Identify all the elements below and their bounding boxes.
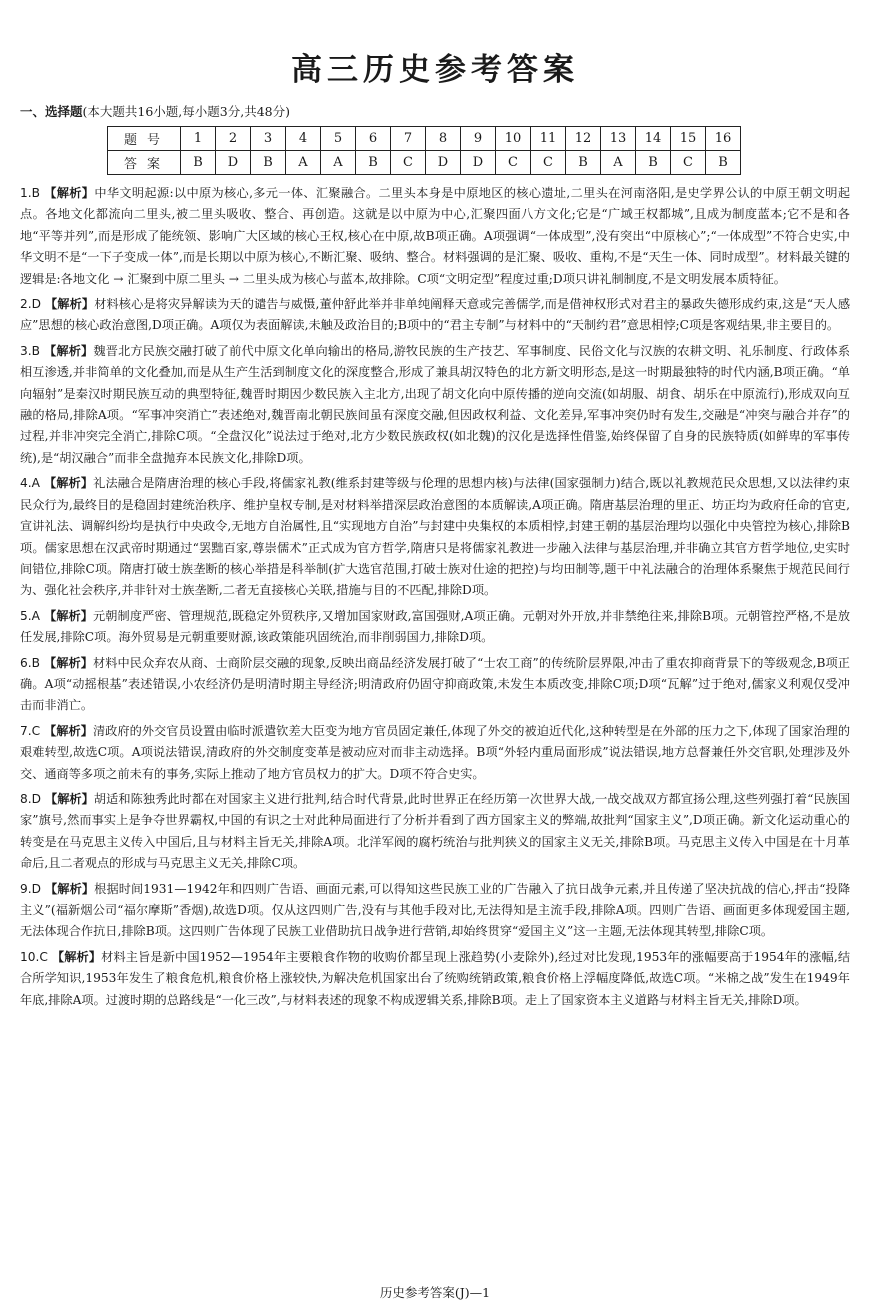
question-number-cell: 2 bbox=[216, 127, 251, 151]
question-number-cell: 7 bbox=[391, 127, 426, 151]
explanation-number: 4.A bbox=[20, 476, 40, 491]
question-number-cell: 4 bbox=[286, 127, 321, 151]
question-number-cell: 1 bbox=[181, 127, 216, 151]
question-number-cell: 12 bbox=[566, 127, 601, 151]
page-footer: 历史参考答案(J)—1 bbox=[379, 1285, 491, 1300]
explanation-text: 材料核心是将灾异解读为天的谴告与威慑,董仲舒此举并非单纯阐释天意或完善儒学,而是借神权形式对君主的暴政失德形成约束,这是“天人感应”思想的核心政治意图,D项正确。A项仅为表面解读,未触及政治目的;B项中的“君主专制”与材料中的“天制约君”意思相悖;C项是客观结果,非主要目的。 bbox=[20, 297, 851, 333]
explanation-item bbox=[20, 341, 850, 469]
answer-cell: C bbox=[671, 151, 706, 175]
answer-cell: C bbox=[391, 151, 426, 175]
explanation-item bbox=[20, 183, 850, 290]
explanation-item bbox=[20, 879, 850, 943]
explanation-text: 根据时间1931—1942年和四则广告语、画面元素,可以得知这些民族工业的广告融入了抗日战争元素,并且传递了坚决抗战的信心,抨击“投降主义”(福新烟公司“福尔摩斯”香烟),故选D项。仅从这四则广告,没有与其他手段对比,无法得知是主流手段,排除A项。四则广告语、画面更多体现爱国主题,无法体现合作抗日,排除B项。这四则广告体现了民族工业借助抗日战争进行营销,却始终贯穿“爱国主义”这一主题,无法体现其转型,排除C项。 bbox=[20, 881, 851, 939]
explanation-item bbox=[20, 789, 850, 875]
question-number-cell: 5 bbox=[321, 127, 356, 151]
answer-cell: B bbox=[636, 151, 671, 175]
answer-cell: B bbox=[706, 151, 741, 175]
answer-cell: B bbox=[251, 151, 286, 175]
explanation-tag: 【解析】 bbox=[51, 949, 102, 964]
question-number-cell: 13 bbox=[601, 127, 636, 151]
answer-cell: D bbox=[216, 151, 251, 175]
question-number-cell: 16 bbox=[706, 127, 741, 151]
explanation-text: 魏晋北方民族交融打破了前代中原文化单向输出的格局,游牧民族的生产技艺、军事制度、民俗文化与汉族的农耕文明、礼乐制度、行政体系相互渗透,并非简单的文化叠加,而是从生产生活到制度文化的深度整合,形成了兼具胡汉特色的北方新文明形态,是这一时期最独特的时代内涵,B项正确。“单向辐射”是秦汉时期民族互动的典型特征,魏晋时期因少数民族入主北方,出现了胡文化向中原传播的逆向交流(如胡服、胡食、胡乐在中原流行),形成双向互融的格局,排除A项。“军事冲突消亡”表述绝对,魏晋南北朝民族间虽有深度交融,但因政权利益、文化差异,军事冲突仍时有发生,交融是“冲突与融合并存”的过程,并非冲突完全消亡,排除C项。“全盘汉化”说法过于绝对,北方少数民族政权(如北魏)的汉化是选择性借鉴,始终保留了自身的民族特质(如鲜卑的军事传统),是“胡汉融合”而非全盘抛弃本民族文化,排除D项。 bbox=[20, 343, 851, 465]
question-number-cell: 9 bbox=[461, 127, 496, 151]
explanation-item bbox=[20, 721, 850, 785]
answer-table-row-label: 题号 bbox=[108, 127, 181, 151]
explanation-item bbox=[20, 473, 850, 601]
question-number-cell: 15 bbox=[671, 127, 706, 151]
answer-cell: D bbox=[461, 151, 496, 175]
explanation-tag: 【解析】 bbox=[45, 881, 95, 896]
answer-table-row-answers bbox=[108, 151, 741, 175]
explanation-text: 礼法融合是隋唐治理的核心手段,将儒家礼教(维系封建等级与伦理的思想内核)与法律(国家强制力)结合,既以礼教规范民众思想,又以法律约束民众行为,最终目的是稳固封建统治秩序、维护皇权专制,是对材料举措深层政治意图的本质解读,A项正确。隋唐基层治理的里正、坊正均为政府任命的官吏,宣讲礼法、调解纠纷均是执行中央政令,无地方自治属性,且“实现地方自治”与封建中央集权的本质相悖,封建王朝的基层治理均以强化中央管控为核心,排除B项。儒家思想在汉武帝时期通过“罢黜百家,尊崇儒术”正式成为官方哲学,隋唐只是将儒家礼教进一步融入法律与基层治理,并非确立其官方哲学地位,史实时间错位,排除C项。隋唐打破士族垄断的核心举措是科举制(扩大选官范围,打破士族对仕途的把控)与均田制等,题干中礼法融合的治理体系聚焦于规范民间行为、强化社会秩序,并非针对士族垄断,二者无直接核心关联,措施与目的不匹配,排除D项。 bbox=[20, 476, 851, 598]
explanation-tag: 【解析】 bbox=[44, 791, 94, 806]
explanation-number: 3.B bbox=[20, 343, 40, 358]
explanation-text: 元朝制度严密、管理规范,既稳定外贸秩序,又增加国家财政,富国强财,A项正确。元朝对外开放,并非禁绝往来,排除B项。元朝管控严格,不是放任发展,排除C项。海外贸易是元朝重要财源,该政策能巩固统治,而非削弱国力,排除D项。 bbox=[20, 608, 851, 645]
question-number-cell: 11 bbox=[531, 127, 566, 151]
question-number-cell: 14 bbox=[636, 127, 671, 151]
question-number-cell: 8 bbox=[426, 127, 461, 151]
explanation-number: 8.D bbox=[20, 791, 42, 806]
explanation-number: 5.A bbox=[20, 608, 40, 623]
explanation-number: 7.C bbox=[20, 723, 41, 738]
explanation-item bbox=[20, 606, 850, 649]
explanation-number: 9.D bbox=[20, 881, 42, 896]
explanation-tag: 【解析】 bbox=[44, 343, 94, 358]
explanation-text: 清政府的外交官员设置由临时派遣钦差大臣变为地方官员固定兼任,体现了外交的被迫近代化,这种转型是在外部的压力之下,体现了国家治理的艰难转型,故选C项。A项说法错误,清政府的外交制度变革是被动应对而非主动选择。B项“外轻内重局面形成”说法错误,地方总督兼任外交官职,处理涉及外交、通商等多项之前未有的事务,实际上推动了地方官员权力的扩大。D项不符合史实。 bbox=[20, 723, 851, 781]
answer-cell: A bbox=[286, 151, 321, 175]
page-title: 高三历史参考答案 bbox=[291, 52, 579, 88]
explanation-number: 6.B bbox=[20, 655, 40, 670]
answer-cell: C bbox=[531, 151, 566, 175]
explanation-number: 2.D bbox=[20, 297, 42, 312]
explanation-item bbox=[20, 294, 850, 337]
section-heading-note: (本大题共16小题,每小题3分,共48分) bbox=[82, 104, 290, 119]
explanation-tag: 【解析】 bbox=[43, 476, 94, 491]
question-number-cell: 6 bbox=[356, 127, 391, 151]
explanation-tag: 【解析】 bbox=[43, 655, 94, 670]
answer-cell: B bbox=[181, 151, 216, 175]
explanation-text: 中华文明起源:以中原为核心,多元一体、汇聚融合。二里头本身是中原地区的核心遗址,二里头在河南洛阳,是史学界公认的中原王朝文明起点。各地文化都流向二里头,被二里头吸收、整合、再创造。这就是以中原为中心,汇聚四面八方文化;它是“广域王权都城”,且成为制度蓝本;它不是和各地“平等并列”,而是形成了能统领、影响广大区域的核心王权,核心在中原,故B项正确。A项强调“一体成型”,没有突出“中原核心”;“一体成型”不符合史实,中华文明不是“一下子变成一体”,而是长期以中原为核心,不断汇聚、吸纳、整合。材料强调的是汇聚、吸收、重构,不是“天生一体、同时成型”。材料最关键的逻辑是:各地文化 → 汇聚到中原二里头 → 二里头成为核心与蓝本,故排除。C项“文明定型”程度过重;D项只讲礼制制度,不是文明发展本质特征。 bbox=[20, 186, 851, 286]
explanation-tag: 【解析】 bbox=[43, 608, 94, 623]
explanation-number: 1.B bbox=[20, 186, 40, 200]
explanation-item bbox=[20, 947, 850, 1011]
answer-table-row-numbers bbox=[108, 127, 741, 151]
answer-cell: B bbox=[356, 151, 391, 175]
explanation-tag: 【解析】 bbox=[44, 723, 93, 738]
explanation-text: 材料主旨是新中国1952—1954年主要粮食作物的收购价都呈现上涨趋势(小麦除外),经过对比发现,1953年的涨幅要高于1954年的涨幅,结合所学知识,1953年发生了粮食危机,粮食价格上涨较快,为解决危机国家出台了统购统销政策,粮食价格上浮幅度降低,故选C项。“米棉之战”发生在1949年年底,排除A项。过渡时期的总路线是“一化三改”,与材料表述的现象不构成逻辑关系,排除B项。走上了国家资本主义道路与材料主旨无关,排除D项。 bbox=[20, 949, 851, 1007]
explanation-number: 10.C bbox=[20, 949, 48, 964]
explanation-tag: 【解析】 bbox=[44, 186, 95, 200]
question-number-cell: 10 bbox=[496, 127, 531, 151]
explanation-item bbox=[20, 653, 850, 717]
explanation-text: 胡适和陈独秀此时都在对国家主义进行批判,结合时代背景,此时世界正在经历第一次世界大战,一战交战双方都宣扬公理,这些列强打着“民族国家”旗号,然而事实上是争夺世界霸权,中国的有识之士对此种局面进行了分析并看到了西方国家主义的弊端,故批判“国家主义”,D项正确。新文化运动重心的转变是在马克思主义传入中国后,且与材料主旨无关,排除A项。北洋军阀的腐朽统治与批判狭义的国家主义无关,排除B项。马克思主义传入中国是在十月革命后,且二者观点的形成与马克思主义无关,排除C项。 bbox=[20, 791, 851, 871]
answer-cell: C bbox=[496, 151, 531, 175]
question-number-cell: 3 bbox=[251, 127, 286, 151]
section-heading bbox=[20, 102, 850, 122]
answer-table-row-label: 答案 bbox=[108, 151, 181, 175]
section-heading-label: 一、选择题 bbox=[20, 104, 83, 119]
explanation-list bbox=[20, 183, 850, 1011]
answer-cell: A bbox=[601, 151, 636, 175]
answer-table bbox=[107, 126, 741, 175]
explanation-text: 材料中民众弃农从商、士商阶层交融的现象,反映出商品经济发展打破了“士农工商”的传统阶层界限,冲击了重农抑商背景下的等级观念,B项正确。A项“动摇根基”表述错误,小农经济仍是明清时期主导经济;明清政府仍固守抑商政策,未发生本质改变,排除C项;D项“瓦解”过于绝对,儒家义利观仅受冲击而非消亡。 bbox=[20, 655, 850, 713]
explanation-tag: 【解析】 bbox=[45, 297, 95, 312]
answer-cell: D bbox=[426, 151, 461, 175]
answer-cell: A bbox=[321, 151, 356, 175]
answer-cell: B bbox=[566, 151, 601, 175]
